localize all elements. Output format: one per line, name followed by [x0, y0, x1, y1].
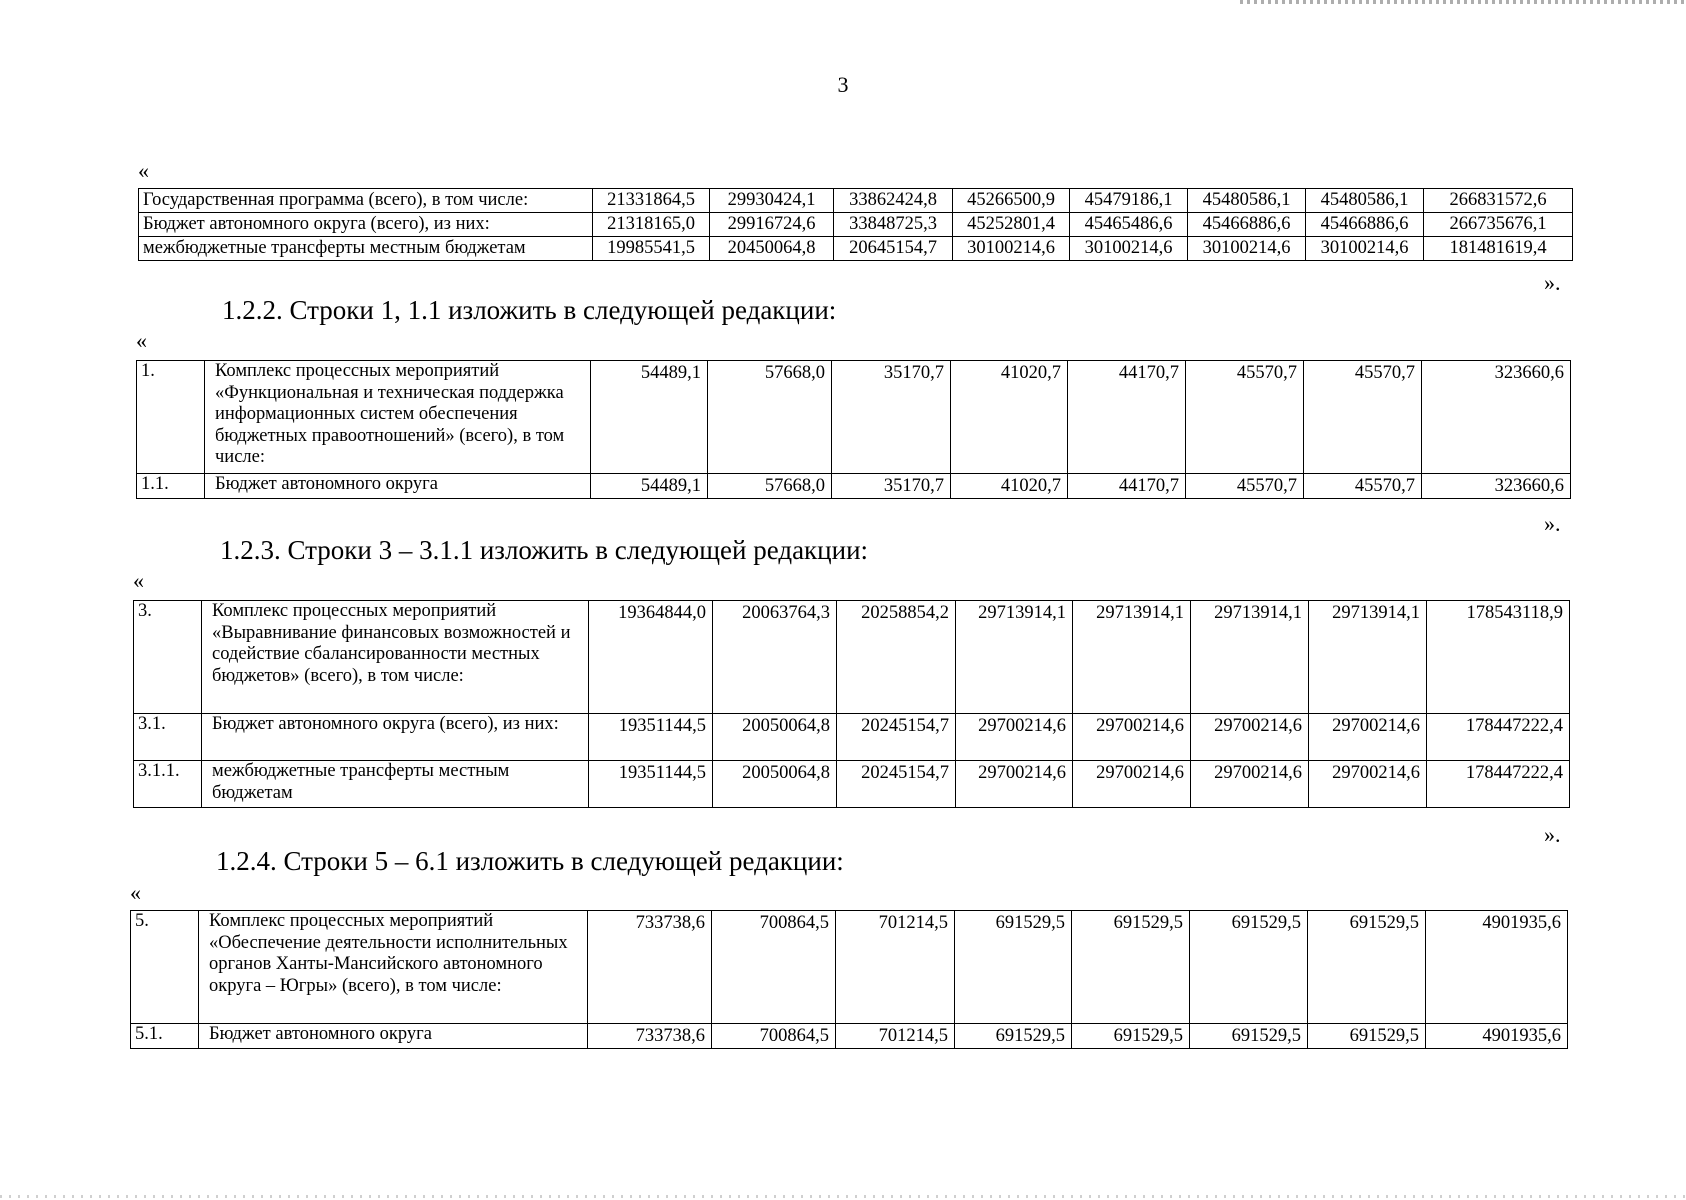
value-cell: 35170,7	[832, 474, 951, 499]
closing-quote: ».	[1544, 511, 1561, 536]
value-cell: 700864,5	[712, 911, 836, 1024]
total-cell: 266735676,1	[1424, 213, 1573, 237]
value-cell: 691529,5	[955, 1024, 1072, 1049]
value-cell: 45570,7	[1186, 474, 1304, 499]
value-cell: 19351144,5	[589, 714, 713, 761]
value-cell: 45466886,6	[1306, 213, 1424, 237]
value-cell: 29700214,6	[1309, 761, 1427, 808]
value-cell: 19351144,5	[589, 761, 713, 808]
total-cell: 266831572,6	[1424, 189, 1573, 213]
value-cell: 29713914,1	[956, 601, 1073, 714]
value-cell: 700864,5	[712, 1024, 836, 1049]
total-cell: 323660,6	[1422, 361, 1571, 474]
opening-quote: «	[136, 328, 147, 353]
value-cell: 45570,7	[1186, 361, 1304, 474]
value-cell: 33862424,8	[834, 189, 953, 213]
value-cell: 45466886,6	[1188, 213, 1306, 237]
row-number: 3.1.1.	[134, 761, 202, 808]
value-cell: 29700214,6	[1073, 714, 1191, 761]
value-cell: 29700214,6	[956, 714, 1073, 761]
value-cell: 30100214,6	[1188, 237, 1306, 261]
value-cell: 54489,1	[591, 361, 708, 474]
total-cell: 181481619,4	[1424, 237, 1573, 261]
table-row	[137, 474, 1571, 499]
value-cell: 21318165,0	[593, 213, 710, 237]
row-label: Бюджет автономного округа	[199, 1024, 588, 1049]
total-cell: 4901935,6	[1426, 911, 1568, 1024]
value-cell: 30100214,6	[953, 237, 1070, 261]
row-number: 3.	[134, 601, 202, 714]
row-number: 5.	[131, 911, 199, 1024]
value-cell: 733738,6	[588, 1024, 712, 1049]
total-cell: 178447222,4	[1427, 761, 1570, 808]
lines-3-3.1.1-table	[133, 600, 1570, 808]
value-cell: 20050064,8	[713, 714, 837, 761]
row-label: Комплекс процессных мероприятий «Функциональная и техническая поддержка информационных систем обеспечения бюджетных правоотношений» (всего), в том числе:	[205, 361, 591, 474]
value-cell: 45465486,6	[1070, 213, 1188, 237]
row-number: 1.1.	[137, 474, 205, 499]
row-number: 3.1.	[134, 714, 202, 761]
lines-1-1.1-table	[136, 360, 1571, 499]
closing-quote: ».	[1544, 270, 1561, 295]
table-row	[139, 213, 1573, 237]
value-cell: 29916724,6	[710, 213, 834, 237]
value-cell: 20063764,3	[713, 601, 837, 714]
value-cell: 29700214,6	[1191, 761, 1309, 808]
table-row	[137, 361, 1571, 474]
value-cell: 35170,7	[832, 361, 951, 474]
row-number: 1.	[137, 361, 205, 474]
total-cell: 4901935,6	[1426, 1024, 1568, 1049]
lines-5-6.1-table	[130, 910, 1568, 1049]
value-cell: 44170,7	[1068, 474, 1186, 499]
value-cell: 733738,6	[588, 911, 712, 1024]
closing-quote: ».	[1544, 822, 1561, 847]
value-cell: 29713914,1	[1073, 601, 1191, 714]
value-cell: 45479186,1	[1070, 189, 1188, 213]
section-heading-1-2-3: 1.2.3. Строки 3 – 3.1.1 изложить в следующей редакции:	[220, 535, 869, 565]
table-row	[131, 911, 1568, 1024]
value-cell: 691529,5	[1308, 1024, 1426, 1049]
scan-edge-top	[1240, 0, 1686, 4]
value-cell: 691529,5	[1190, 911, 1308, 1024]
value-cell: 44170,7	[1068, 361, 1186, 474]
value-cell: 20245154,7	[837, 761, 956, 808]
table-row	[134, 714, 1570, 761]
value-cell: 57668,0	[708, 361, 832, 474]
value-cell: 19985541,5	[593, 237, 710, 261]
value-cell: 29700214,6	[1073, 761, 1191, 808]
opening-quote: «	[133, 568, 144, 593]
program-totals-table	[138, 188, 1573, 261]
value-cell: 701214,5	[836, 911, 955, 1024]
total-cell: 178543118,9	[1427, 601, 1570, 714]
value-cell: 57668,0	[708, 474, 832, 499]
value-cell: 33848725,3	[834, 213, 953, 237]
value-cell: 30100214,6	[1306, 237, 1424, 261]
row-label: Комплекс процессных мероприятий «Обеспечение деятельности исполнительных органов Ханты-Мансийского автономного округа – Югры» (всего), в том числе:	[199, 911, 588, 1024]
row-label: Комплекс процессных мероприятий «Выравнивание финансовых возможностей и содействие сбалансированности местных бюджетов» (всего), в том числе:	[202, 601, 589, 714]
value-cell: 691529,5	[1072, 1024, 1190, 1049]
value-cell: 29713914,1	[1309, 601, 1427, 714]
opening-quote: «	[130, 880, 141, 905]
scan-edge-bottom	[0, 1195, 1686, 1198]
row-number: 5.1.	[131, 1024, 199, 1049]
value-cell: 691529,5	[955, 911, 1072, 1024]
table-row	[131, 1024, 1568, 1049]
page-number: 3	[837, 72, 849, 97]
value-cell: 20450064,8	[710, 237, 834, 261]
table-row	[139, 189, 1573, 213]
table-row	[134, 601, 1570, 714]
value-cell: 20050064,8	[713, 761, 837, 808]
value-cell: 45266500,9	[953, 189, 1070, 213]
value-cell: 29930424,1	[710, 189, 834, 213]
value-cell: 20645154,7	[834, 237, 953, 261]
value-cell: 691529,5	[1308, 911, 1426, 1024]
value-cell: 29700214,6	[1191, 714, 1309, 761]
row-label: Бюджет автономного округа	[205, 474, 591, 499]
row-label: Государственная программа (всего), в том числе:	[139, 189, 593, 213]
total-cell: 323660,6	[1422, 474, 1571, 499]
row-label: Бюджет автономного округа (всего), из них:	[202, 714, 589, 761]
row-label: межбюджетные трансферты местным бюджетам	[202, 761, 589, 808]
section-heading-1-2-4: 1.2.4. Строки 5 – 6.1 изложить в следующей редакции:	[216, 846, 844, 876]
value-cell: 20245154,7	[837, 714, 956, 761]
value-cell: 21331864,5	[593, 189, 710, 213]
value-cell: 54489,1	[591, 474, 708, 499]
table-row	[134, 761, 1570, 808]
value-cell: 45570,7	[1304, 361, 1422, 474]
section-heading-1-2-2: 1.2.2. Строки 1, 1.1 изложить в следующей редакции:	[222, 295, 837, 325]
value-cell: 29713914,1	[1191, 601, 1309, 714]
total-cell: 178447222,4	[1427, 714, 1570, 761]
value-cell: 45480586,1	[1188, 189, 1306, 213]
value-cell: 691529,5	[1190, 1024, 1308, 1049]
value-cell: 41020,7	[951, 361, 1068, 474]
value-cell: 45570,7	[1304, 474, 1422, 499]
value-cell: 29700214,6	[956, 761, 1073, 808]
table-row	[139, 237, 1573, 261]
value-cell: 45480586,1	[1306, 189, 1424, 213]
value-cell: 29700214,6	[1309, 714, 1427, 761]
value-cell: 45252801,4	[953, 213, 1070, 237]
value-cell: 30100214,6	[1070, 237, 1188, 261]
row-label: Бюджет автономного округа (всего), из них:	[139, 213, 593, 237]
row-label: межбюджетные трансферты местным бюджетам	[139, 237, 593, 261]
value-cell: 41020,7	[951, 474, 1068, 499]
value-cell: 20258854,2	[837, 601, 956, 714]
value-cell: 701214,5	[836, 1024, 955, 1049]
value-cell: 19364844,0	[589, 601, 713, 714]
value-cell: 691529,5	[1072, 911, 1190, 1024]
opening-quote: «	[138, 158, 149, 183]
